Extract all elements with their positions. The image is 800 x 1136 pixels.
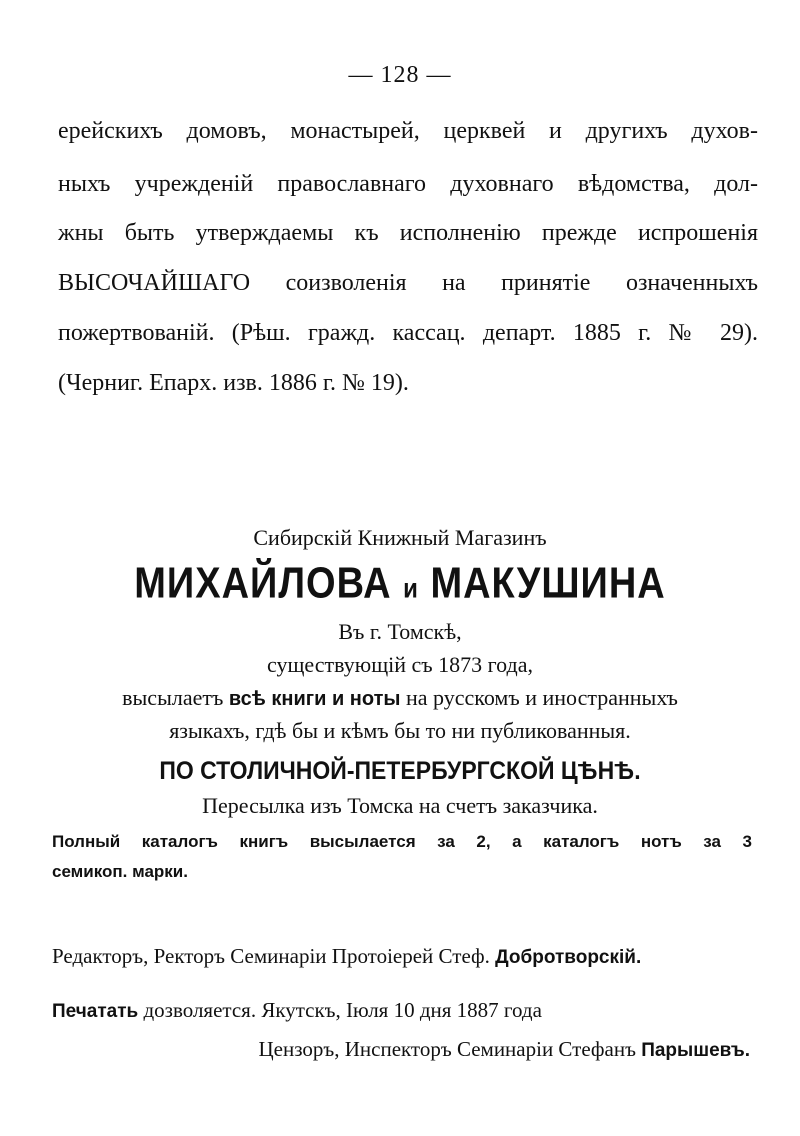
shop-name-line: Сибирскій Книжный Магазинъ	[253, 525, 547, 550]
shop-title-part1: МИХАЙЛОВА	[134, 559, 392, 609]
body-line-6: (Черниг. Епарх. изв. 1886 г. № 19).	[58, 370, 409, 396]
shop-desc-prefix: высылаетъ	[122, 685, 224, 710]
permission-text: дозволяется. Якутскъ, Іюля 10 дня 1887 года	[143, 998, 542, 1022]
censor-name: Парышевъ.	[641, 1040, 750, 1061]
shop-desc-line2: языкахъ, гдѣ бы и кѣмъ бы то ни публикованныя.	[169, 718, 631, 743]
body-line-3: жны быть утверждаемы къ исполненію прежде испрошенія	[58, 220, 758, 246]
catalog-line-1: Полный каталогъ книгъ высылается за 2, а каталогъ нотъ за 3	[52, 832, 752, 851]
shop-desc-bold: всѣ книги и ноты	[228, 688, 401, 710]
catalog-line-2: семикоп. марки.	[52, 862, 188, 881]
shop-shipping: Пересылка изъ Томска на счетъ заказчика.	[202, 793, 598, 818]
editor-name: Добротворскій.	[495, 947, 642, 968]
permission-prefix: Печатать	[52, 1001, 139, 1022]
shop-desc-suffix: на русскомъ и иностранныхъ	[405, 685, 678, 710]
body-line-5: пожертвованій. (Рѣш. гражд. кассац. департ. 1885 г. № 29).	[58, 320, 758, 346]
shop-since: существующій съ 1873 года,	[267, 652, 533, 677]
editor-prefix: Редакторъ, Ректоръ Семинаріи Протоіерей Стеф.	[52, 944, 490, 968]
shop-title	[0, 560, 800, 609]
body-line-2: ныхъ учрежденій православнаго духовнаго вѣдомства, дол-	[58, 171, 758, 197]
shop-title-part2: МАКУШИНА	[430, 559, 666, 609]
body-line-1: ерейскихъ домовъ, монастырей, церквей и другихъ духов-	[58, 118, 758, 144]
censor-line	[170, 1037, 750, 1062]
permission-line	[52, 998, 752, 1023]
censor-prefix: Цензоръ, Инспекторъ Семинаріи Стефанъ	[258, 1037, 636, 1061]
shop-description	[0, 685, 800, 711]
shop-city: Въ г. Томскѣ,	[338, 619, 462, 644]
editor-line	[52, 944, 752, 969]
page-number: — 128 —	[348, 62, 452, 88]
body-line-4: ВЫСОЧАЙШАГО соизволенія на принятіе означенныхъ	[58, 270, 758, 296]
shop-price-line: ПО СТОЛИЧНОЙ-ПЕТЕРБУРГСКОЙ ЦѢНѢ.	[159, 755, 641, 785]
shop-title-conj: и	[403, 573, 419, 605]
